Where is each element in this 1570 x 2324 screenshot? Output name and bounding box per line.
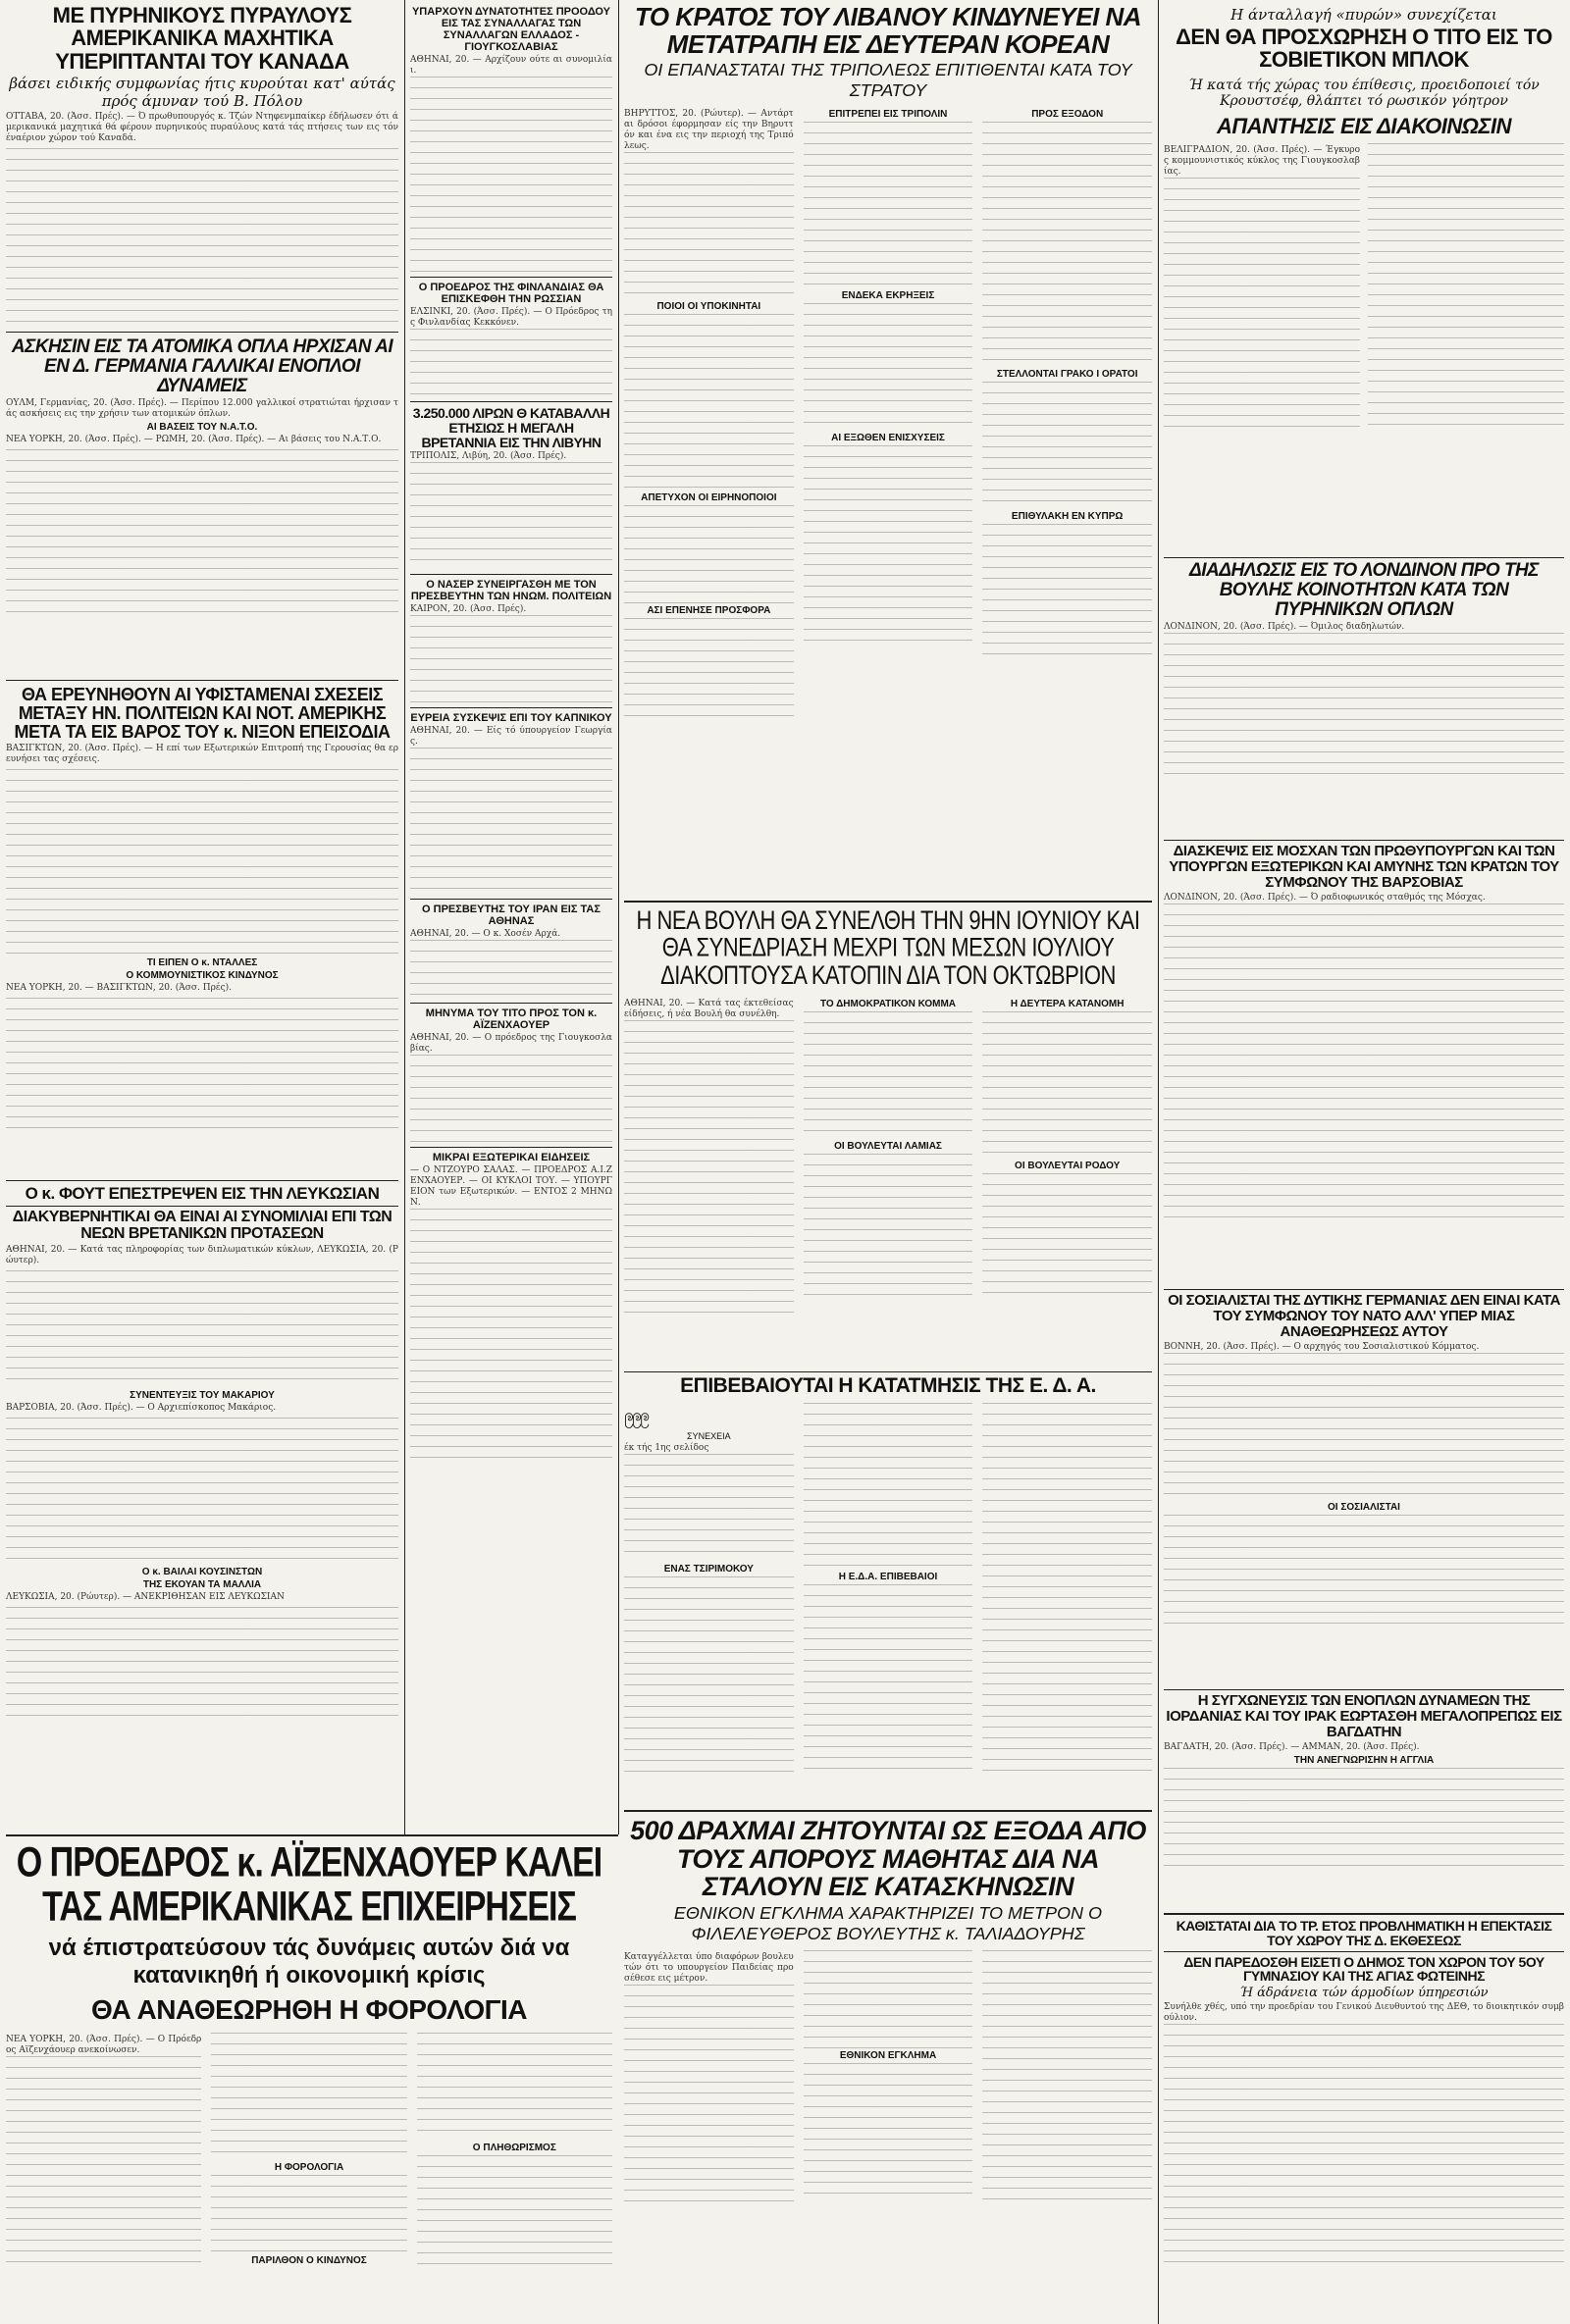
section-heading: ΕΠΙΤΡΕΠΕΙ ΕΙΣ ΤΡΙΠΟΛΙΝ xyxy=(828,109,948,121)
text-filler xyxy=(804,445,973,642)
section-heading: Ο κ. ΒΑΙΛΑΙ ΚΟΥΣΙΝΣΤΩΝ xyxy=(141,1566,263,1577)
article-body: ΕΛΣΙΝΚΙ, 20. (Άσσ. Πρές). — Ο Πρόεδρος της Φινλανδίας Κεκκόνεν. xyxy=(410,307,612,328)
section-heading: ΟΙ ΒΟΥΛΕΥΤΑΙ ΡΟΔΟΥ xyxy=(1015,1160,1121,1171)
section-heading: ΤΟ ΔΗΜΟΚΡΑΤΙΚΟΝ ΚΟΜΜΑ xyxy=(819,998,957,1009)
headline: ΤΟ ΚΡΑΤΟΣ ΤΟΥ ΛΙΒΑΝΟΥ ΚΙΝΔΥΝΕΥΕΙ ΝΑ ΜΕΤΑΤΡΑΠΗ ΕΙΣ ΔΕΥΤΕΡΑΝ ΚΟΡΕΑΝ xyxy=(634,4,1142,59)
headline: 3.250.000 ΛΙΡΩΝ Θ ΚΑΤΑΒΑΛΛΗ ΕΤΗΣΙΩΣ Η ΜΕΓΑΛΗ ΒΡΕΤΑΝΝΙΑ ΕΙΣ ΤΗΝ ΛΙΒΥΗΝ xyxy=(412,405,610,450)
section-heading: ΣΥΝΕΝΤΕΥΞΙΣ ΤΟΥ ΜΑΚΑΡΙΟΥ xyxy=(130,1389,275,1401)
section-heading: ΠΟΙΟΙ ΟΙ ΥΠΟΚΙΝΗΤΑΙ xyxy=(656,301,761,313)
headline: Ο κ. ΦΟΥΤ ΕΠΕΣΤΡΕΨΕΝ ΕΙΣ ΤΗΝ ΛΕΥΚΩΣΙΑΝ xyxy=(25,1185,380,1203)
divider xyxy=(6,332,398,333)
text-filler xyxy=(410,615,612,703)
section-heading: Η ΦΟΡΟΛΟΓΙΑ xyxy=(274,2161,344,2173)
article-us-latin-america xyxy=(6,686,398,1176)
divider xyxy=(6,1834,618,1836)
article-nuclear-canada xyxy=(6,4,398,328)
section-heading: ΑΣΙ ΕΠΕΝΗΣΕ ΠΡΟΣΦΟΡΑ xyxy=(647,605,771,617)
text-filler xyxy=(410,940,612,999)
headline: Η ΣΥΓΧΩΝΕΥΣΙΣ ΤΩΝ ΕΝΟΠΛΩΝ ΔΥΝΑΜΕΩΝ ΤΗΣ ΙΟΡΔΑΝΙΑΣ ΚΑΙ ΤΟΥ ΙΡΑΚ ΕΩΡΤΑΣΘΗ ΜΕΓΑΛΟΠΡΕΠΩΣ ΕΙΣ ΒΑΓΔΑΤΗΝ xyxy=(1166,1693,1562,1740)
article-body: ΒΕΛΙΓΡΑΔΙΟΝ, 20. (Άσσ. Πρές). — Έγκυρος κομμουνιστικός κύκλος της Γιουγκοσλαβίας. xyxy=(1164,144,1360,177)
article-body: ΑΘΗΝΑΙ, 20. — Κατά τας έκτεθείσας είδήσεις, ή νέα Βουλή θα συνέλθη. xyxy=(624,998,794,1019)
text-filler xyxy=(6,449,398,616)
divider xyxy=(1164,557,1564,558)
divider xyxy=(1164,1913,1564,1915)
subheadline: βάσει ειδικής συμφωνίας ήτις κυρούται κατ' αύτάς πρός άμυναν τού Β. Πόλου xyxy=(9,74,395,110)
text-filler xyxy=(6,1418,398,1565)
article-body: ΑΘΗΝΑΙ, 20. — Κατά τας πληροφορίας των διπλωματικών κύκλων, ΛΕΥΚΩΣΙΑ, 20. (Ρώυτερ). xyxy=(6,1244,398,1265)
divider xyxy=(624,1371,1152,1372)
text-filler xyxy=(624,152,794,299)
article-body: ΒΗΡΥΤΤΟΣ, 20. (Ρώυτερ). — Αντάρται δρόσοι έφορμησαν είς την Βηρυττόν και ένα εις την περιοχή της Τριπόλεως. xyxy=(624,109,794,152)
text-filler xyxy=(804,1011,973,1139)
subheadline: νά έπιστρατεύσουν τάς δυνάμεις αυτών διά να κατανικηθή ή οικονομική κρίσις xyxy=(48,1935,570,1989)
wave-ornament-icon: ဨဨဨ xyxy=(624,1405,649,1426)
article-eisenhower xyxy=(6,1840,612,2319)
article-body: ΒΟΝΝΗ, 20. (Άσσ. Πρές). — Ο αρχηγός του Σοσιαλιστικού Κόμματος. xyxy=(1164,1341,1480,1352)
article-body: ΒΑΓΔΑΤΗ, 20. (Άσσ. Πρές). — ΑΜΜΑΝ, 20. (Άσσ. Πρές). xyxy=(1164,1741,1420,1752)
continued-label: ΣΥΝΕΧΕΙΑ xyxy=(687,1431,731,1442)
text-filler xyxy=(804,122,973,288)
article-body: ΛΟΝΔΙΝΟΝ, 20. (Άσσ. Πρές). — Όμιλος διαδηλωτών. xyxy=(1164,622,1405,633)
divider xyxy=(410,707,612,708)
divider xyxy=(1164,840,1564,841)
text-filler xyxy=(804,2063,973,2200)
headline: 500 ΔΡΑΧΜΑΙ ΖΗΤΟΥΝΤΑΙ ΩΣ ΕΞΟΔΑ ΑΠΟ ΤΟΥΣ ΑΠΟΡΟΥΣ ΜΑΘΗΤΑΣ ΔΙΑ ΝΑ ΣΤΑΛΟΥΝ ΕΙΣ ΚΑΤΑΣΚΗΝΩΣΙΝ xyxy=(630,1817,1146,1902)
text-filler xyxy=(624,618,794,716)
text-filler xyxy=(410,329,612,397)
section-heading: ΤΗΝ ΑΝΕΓΝΩΡΙΣΗΝ Η ΑΓΓΛΙΑ xyxy=(1293,1754,1435,1766)
text-filler xyxy=(624,1576,794,1773)
text-filler xyxy=(1164,1768,1564,1866)
text-filler xyxy=(982,122,1152,367)
article-new-parliament xyxy=(624,906,1152,1368)
headline: Η ΝΕΑ ΒΟΥΛΗ ΘΑ ΣΥΝΕΛΘΗ ΤΗΝ 9ΗΝ ΙΟΥΝΙΟΥ ΚΑΙ ΘΑ ΣΥΝΕΔΡΙΑΣΗ ΜΕΧΡΙ ΤΩΝ ΜΕΣΩΝ ΙΟΥΛΙΟΥ ΔΙΑΚΟΠΤΟΥΣΑ ΚΑΤΟΠΙΝ ΔΙΑ ΤΟΝ ΟΚΤΩΒΡΙΟΝ xyxy=(636,906,1140,990)
article-tito xyxy=(1164,4,1564,553)
text-filler xyxy=(982,1173,1152,1301)
section-heading: ΕΘΝΙΚΟΝ ΕΓΚΛΗΜΑ xyxy=(839,2049,937,2061)
headline: ΘΑ ΑΝΑΘΕΩΡΗΘΗ Η ΦΟΡΟΛΟΓΙΑ xyxy=(91,1994,527,2026)
text-filler xyxy=(624,1020,794,1315)
text-filler xyxy=(1164,904,1564,1227)
divider xyxy=(410,574,612,575)
section-heading: ΑΠΕΤΥΧΟΝ ΟΙ ΕΙΡΗΝΟΠΟΙΟΙ xyxy=(641,492,777,504)
headline: Ο ΝΑΣΕΡ ΣΥΝΕΙΡΓΑΣΘΗ ΜΕ ΤΟΝ ΠΡΕΣΒΕΥΤΗΝ ΤΩΝ ΗΝΩΜ. ΠΟΛΙΤΕΙΩΝ xyxy=(410,579,612,603)
text-filler xyxy=(410,748,612,895)
text-filler xyxy=(624,1454,794,1562)
section-heading: ΑΙ ΕΞΩΘΕΝ ΕΝΙΣΧΥΣΕΙΣ xyxy=(831,433,945,444)
article-body: ΚΑΙΡΟΝ, 20. (Άσσ. Πρές). xyxy=(410,604,527,615)
text-filler xyxy=(624,505,794,603)
text-filler xyxy=(410,1209,612,1464)
headline: ΕΥΡΕΙΑ ΣΥΣΚΕΨΙΣ ΕΠΙ ΤΟΥ ΚΑΠΝΙΚΟΥ xyxy=(410,712,612,725)
column-rule xyxy=(618,0,619,1834)
text-filler xyxy=(6,148,398,328)
divider xyxy=(1164,1689,1564,1690)
article-body: ΑΘΗΝΑΙ, 20. — Ο κ. Χοσέν Αρχά. xyxy=(410,929,561,940)
headline: Ο ΠΡΟΕΔΡΟΣ κ. ΑΪΖΕΝΧΑΟΥΕΡ ΚΑΛΕΙ ΤΑΣ ΑΜΕΡΙΚΑΝΙΚΑΣ ΕΠΙΧΕΙΡΗΣΕΙΣ xyxy=(16,1840,602,1931)
section-heading: ΣΤΕΛΛΟΝΤΑΙ ΓΡΑΚΟ Ι ΟΡΑΤΟΙ xyxy=(996,369,1138,381)
section-heading: Η Ε.Δ.Α. ΕΠΙΒΕΒΑΙΟΙ xyxy=(838,1572,938,1583)
text-filler xyxy=(804,1584,973,1771)
text-filler xyxy=(982,1011,1152,1159)
text-filler xyxy=(211,2175,406,2253)
headline: ΔΙΑΣΚΕΨΙΣ ΕΙΣ ΜΟΣΧΑΝ ΤΩΝ ΠΡΩΘΥΠΟΥΡΓΩΝ ΚΑΙ ΤΩΝ ΥΠΟΥΡΓΩΝ ΕΞΩΤΕΡΙΚΩΝ ΚΑΙ ΑΜΥΝΗΣ ΤΩΝ ΚΡΑΤΩΝ ΤΟΥ ΣΥΜΦΩΝΟΥ ΤΗΣ ΒΑΡΣΟΒΙΑΣ xyxy=(1169,844,1559,891)
article-body: ΛΟΝΔΙΝΟΝ, 20. (Άσσ. Πρές). — Ό ραδιοφωνικός σταθμός της Μόσχας. xyxy=(1164,892,1486,903)
text-filler xyxy=(804,1950,973,2048)
headline: Ο ΠΡΟΕΔΡΟΣ ΤΗΣ ΦΙΝΛΑΝΔΙΑΣ ΘΑ ΕΠΙΣΚΕΦΘΗ ΤΗΝ ΡΩΣΣΙΑΝ xyxy=(418,282,604,305)
text-filler xyxy=(417,2155,612,2273)
headline: ΕΠΙΒΕΒΑΙΟΥΤΑΙ Η ΚΑΤΑΤΜΗΣΙΣ ΤΗΣ Ε. Δ. Α. xyxy=(680,1375,1096,1397)
text-filler xyxy=(417,2033,612,2141)
section-heading: ΤΗΣ ΕΚΟΥΑΝ ΤΑ ΜΑΛΛΙΑ xyxy=(142,1578,262,1590)
divider xyxy=(410,1003,612,1004)
column-rule xyxy=(1158,0,1159,2324)
article-body: ΝΕΑ ΥΟΡΚΗ, 20. (Άσσ. Πρές). — ΡΩΜΗ, 20. (Άσσ. Πρές). — Αι βάσεις του Ν.Α.Τ.Ο. xyxy=(6,435,382,445)
section-heading: ΕΠΙΘΥΛΑΚΗ ΕΝ ΚΥΠΡΩ xyxy=(1011,511,1124,523)
column-rule xyxy=(404,0,405,1834)
article-foot-cyprus xyxy=(6,1185,398,1793)
section-heading: ΟΙ ΒΟΥΛΕΥΤΑΙ ΛΑΜΙΑΣ xyxy=(834,1140,942,1152)
headline: ΚΑΘΙΣΤΑΤΑΙ ΔΙΑ ΤΟ ΤΡ. ΕΤΟΣ ΠΡΟΒΛΗΜΑΤΙΚΗ Η ΕΠΕΚΤΑΣΙΣ ΤΟΥ ΧΩΡΟΥ ΤΗΣ Δ. ΕΚΘΕΣΕΩΣ xyxy=(1176,1919,1552,1948)
article-warsaw-pact xyxy=(1164,844,1564,1285)
text-filler xyxy=(804,303,973,431)
article-lebanon xyxy=(624,4,1152,897)
headline: Ο ΠΡΕΣΒΕΥΤΗΣ ΤΟΥ ΙΡΑΝ ΕΙΣ ΤΑΣ ΑΘΗΝΑΣ xyxy=(422,904,601,928)
article-body: ΟΤΤΑΒΑ, 20. (Άσσ. Πρές). — Ό πρωθυπουργός κ. Τζών Ντηφενμπαίκερ έδήλωσεν ότι άμερικανικά μαχητικά θά φέρουν πυρηνικούς πυραύλους κατά τάς πτήσεις των εις τόν έναέριον χώρον τού Καναδά. xyxy=(6,111,398,143)
headline: ΥΠΑΡΧΟΥΝ ΔΥΝΑΤΟΤΗΤΕΣ ΠΡΟΟΔΟΥ ΕΙΣ ΤΑΣ ΣΥΝΑΛΛΑΓΑΣ ΤΩΝ ΣΥΝΑΛΛΑΓΩΝ ΕΛΛΑΔΟΣ - ΓΙΟΥΓΚΟΣΛΑΒΙΑΣ xyxy=(411,6,611,53)
headline: ΜΙΚΡΑΙ ΕΞΩΤΕΡΙΚΑΙ ΕΙΔΗΣΕΙΣ xyxy=(432,1152,591,1164)
text-filler xyxy=(410,1055,612,1143)
text-filler xyxy=(982,382,1152,509)
article-body: ΑΘΗΝΑΙ, 20. — Αρχίζουν ούτε αι συνομιλίαι. xyxy=(410,55,612,76)
kicker: Η άνταλλαγή «πυρών» συνεχίζεται xyxy=(1230,6,1497,24)
text-filler xyxy=(624,1985,794,2210)
subheadline: Ή άδράνεια τών άρμοδίων ύπηρεσιών xyxy=(1239,1986,1489,2001)
text-filler xyxy=(1164,178,1360,433)
text-filler xyxy=(410,462,612,570)
article-body: ΑΘΗΝΑΙ, 20. — Είς τό ύπουργείον Γεωργίας. xyxy=(410,726,612,748)
article-body: ΒΑΣΙΓΚΤΩΝ, 20. (Άσσ. Πρές). — Η επί των Εξωτερικών Επιτροπή της Γερουσίας θα ερευνήσει τας σχέσεις. xyxy=(6,744,398,765)
section-heading: ΕΝΑΣ ΤΣΙΡΙΜΟΚΟΥ xyxy=(663,1564,754,1575)
section-heading: ΤΙ ΕΙΠΕΝ Ο κ. ΝΤΑΛΛΕΣ xyxy=(146,957,258,969)
section-heading: ΕΝΔΕΚΑ ΕΚΡΗΞΕΙΣ xyxy=(841,290,935,302)
text-filler xyxy=(804,1403,973,1570)
headline: ΔΕΝ ΘΑ ΠΡΟΣΧΩΡΗΣΗ Ο ΤΙΤΟ ΕΙΣ ΤΟ ΣΟΒΙΕΤΙΚΟΝ ΜΠΛΟΚ xyxy=(1176,25,1552,73)
article-body: έκ τής 1ης σελίδος xyxy=(624,1443,709,1454)
text-filler xyxy=(6,998,398,1135)
article-jordan-iraq xyxy=(1164,1693,1564,1909)
text-filler xyxy=(6,1607,398,1725)
text-filler xyxy=(1368,143,1564,428)
divider xyxy=(1164,1951,1564,1952)
divider xyxy=(410,1147,612,1148)
divider xyxy=(624,1810,1152,1812)
article-body: ΝΕΑ ΥΟΡΚΗ, 20. — ΒΑΣΙΓΚΤΩΝ, 20. (Άσσ. Πρές). xyxy=(6,983,232,994)
section-heading: ΑΙ ΒΑΣΕΙΣ ΤΟΥ Ν.Α.Τ.Ο. xyxy=(146,422,258,434)
headline: ΟΙ ΣΟΣΙΑΛΙΣΤΑΙ ΤΗΣ ΔΥΤΙΚΗΣ ΓΕΡΜΑΝΙΑΣ ΔΕΝ ΕΙΝΑΙ ΚΑΤΑ ΤΟΥ ΣΥΜΦΩΝΟΥ ΤΟΥ ΝΑΤΟ ΑΛΛ' ΥΠΕΡ ΜΙΑΣ ΑΝΑΘΕΩΡΗΣΕΩΣ ΑΥΤΟΥ xyxy=(1168,1293,1560,1340)
article-body: ΑΘΗΝΑΙ, 20. — Ο πρόεδρος της Γιουγκοσλαβίας. xyxy=(410,1033,612,1055)
divider xyxy=(6,1206,398,1207)
section-heading: ΟΙ ΣΟΣΙΑΛΙΣΤΑΙ xyxy=(1328,1501,1400,1513)
text-filler xyxy=(6,1270,398,1388)
divider xyxy=(410,899,612,900)
headline: ΔΙΑΚΥΒΕΡΝΗΤΙΚΑΙ ΘΑ ΕΙΝΑΙ ΑΙ ΣΥΝΟΜΙΛΙΑΙ ΕΠΙ ΤΩΝ ΝΕΩΝ ΒΡΕΤΑΝΙΚΩΝ ΠΡΟΤΑΣΕΩΝ xyxy=(12,1209,392,1242)
headline: ΔΙΑΔΗΛΩΣΙΣ ΕΙΣ ΤΟ ΛΟΝΔΙΝΟΝ ΠΡΟ ΤΗΣ ΒΟΥΛΗΣ ΚΟΙΝΟΤΗΤΩΝ ΚΑΤΑ ΤΩΝ ΠΥΡΗΝΙΚΩΝ ΟΠΛΩΝ xyxy=(1188,561,1539,621)
article-body: ΛΕΥΚΩΣΙΑ, 20. (Ρώυτερ). — ΑΝΕΚΡΙΘΗΣΑΝ ΕΙΣ ΛΕΥΚΩΣΙΑΝ xyxy=(6,1591,285,1602)
article-eda xyxy=(624,1375,1152,1807)
article-thessaloniki-fair xyxy=(1164,1919,1564,2319)
text-filler xyxy=(1164,1515,1564,1632)
article-500-drachmas xyxy=(624,1817,1152,2319)
article-body: ΒΑΡΣΟΒΙΑ, 20. (Άσσ. Πρές). — Ο Αρχιεπίσκοπος Μακάριος. xyxy=(6,1402,277,1413)
article-body: Συνήλθε χθές, υπό την προεδρίαν του Γενικού Διευθυντού της ΔΕΘ, το διοικητικόν συμβούλιον. xyxy=(1164,2002,1564,2024)
headline: ΑΠΑΝΤΗΣΙΣ ΕΙΣ ΔΙΑΚΟΙΝΩΣΙΝ xyxy=(1217,113,1511,138)
text-filler xyxy=(982,1403,1152,1776)
headline: ΜΗΝΥΜΑ ΤΟΥ ΤΙΤΟ ΠΡΟΣ ΤΟΝ κ. ΑΪΖΕΝΧΑΟΥΕΡ xyxy=(425,1007,598,1032)
article-german-socialists xyxy=(1164,1293,1564,1685)
text-filler xyxy=(982,524,1152,661)
section-heading: Ο ΠΛΗΘΩΡΙΣΜΟΣ xyxy=(472,2142,556,2153)
section-heading: ΠΡΟΣ ΕΞΟΔΟΝ xyxy=(1031,109,1104,121)
divider xyxy=(410,401,612,402)
divider xyxy=(6,1180,398,1181)
article-london-demo xyxy=(1164,561,1564,836)
section-heading: Ο ΚΟΜΜΟΥΝΙΣΤΙΚΟΣ ΚΙΝΔΥΝΟΣ xyxy=(126,970,279,982)
headline: ΔΕΝ ΠΑΡΕΔΟΣΘΗ ΕΙΣΕΤΙ Ο ΔΗΜΟΣ ΤΟΝ ΧΩΡΟΝ ΤΟΥ 5ΟΥ ΓΥΜΝΑΣΙΟΥ ΚΑΙ ΤΗΣ ΑΓΙΑΣ ΦΩΤΕΙΝΗΣ xyxy=(1183,1953,1544,1985)
divider xyxy=(6,680,398,681)
article-body: Καταγγέλλεται ύπο διαφόρων βουλευτών ότι το υπουργείον Παιδείας προσέθεσε εις μέτρον. xyxy=(624,1951,794,1984)
section-heading: ΠΑΡΙΛΘΟΝ Ο ΚΙΝΔΥΝΟΣ xyxy=(251,2254,367,2266)
article-body: ΤΡΙΠΟΛΙΣ, Λιβύη, 20. (Άσσ. Πρές). xyxy=(410,451,567,462)
text-filler xyxy=(211,2033,406,2160)
column-2-briefs xyxy=(410,4,612,1829)
article-body: — Ο ΝΤΖΟΥΡΟ ΣΑΛΑΣ. — ΠΡΟΕΔΡΟΣ Α.Ι.ΖΕΝΧΑΟΥΕΡ. — ΟΙ ΚΥΚΛΟΙ ΤΟΥ. — ΥΠΟΥΡΓΕΙΟΝ των Εξωτερικών. — ΕΝΤΟΣ 2 ΜΗΝΩΝ. xyxy=(410,1165,612,1209)
text-filler xyxy=(982,1950,1152,2205)
subheadline: Ή κατά τής χώρας του έπίθεσις, προειδοποιεί τόν Κρουστσέφ, θλάπτει τό ρωσικόν γόητρον xyxy=(1188,77,1540,109)
text-filler xyxy=(1164,633,1564,780)
text-filler xyxy=(6,769,398,955)
headline: ΘΑ ΕΡΕΥΝΗΘΟΥΝ ΑΙ ΥΦΙΣΤΑΜΕΝΑΙ ΣΧΕΣΕΙΣ ΜΕΤΑΞΥ ΗΝ. ΠΟΛΙΤΕΙΩΝ ΚΑΙ ΝΟΤ. ΑΜΕΡΙΚΗΣ ΜΕΤΑ ΤΑ ΕΙΣ ΒΑΡΟΣ ΤΟΥ κ. ΝΙΞΟΝ ΕΠΕΙΣΟΔΙΑ xyxy=(14,686,391,743)
text-filler xyxy=(6,2056,201,2272)
article-french-atomic xyxy=(6,337,398,676)
section-heading: Η ΔΕΥΤΕΡΑ ΚΑΤΑΝΟΜΗ xyxy=(1010,998,1125,1009)
text-filler xyxy=(804,1154,973,1301)
divider xyxy=(624,901,1152,903)
text-filler xyxy=(1164,1353,1564,1500)
text-filler xyxy=(410,77,612,273)
text-filler xyxy=(1164,2024,1564,2269)
article-body: ΟΥΛΜ, Γερμανίας, 20. (Άσσ. Πρές). — Περίπου 12.000 γαλλικοί στρατιώται ήρχισαν τάς ασκήσεις εις την χρήσιν των ατομικών όπλων. xyxy=(6,398,398,420)
article-body: ΝΕΑ ΥΟΡΚΗ, 20. (Άσσ. Πρές). — Ο Πρόεδρος Αϊζενχάουερ ανεκοίνωσεν. xyxy=(6,2034,202,2055)
headline: ΑΣΚΗΣΙΝ ΕΙΣ ΤΑ ΑΤΟΜΙΚΑ ΟΠΛΑ ΗΡΧΙΣΑΝ ΑΙ ΕΝ Δ. ΓΕΡΜΑΝΙΑ ΓΑΛΛΙΚΑΙ ΕΝΟΠΛΟΙ ΔΥΝΑΜΕΙΣ xyxy=(11,337,393,397)
headline: ΜΕ ΠΥΡΗΝΙΚΟΥΣ ΠΥΡΑΥΛΟΥΣ ΑΜΕΡΙΚΑΝΙΚΑ ΜΑΧΗΤΙΚΑ ΥΠΕΡΙΠΤΑΝΤΑΙ ΤΟΥ ΚΑΝΑΔΑ xyxy=(52,4,352,74)
subheadline: ΟΙ ΕΠΑΝΑΣΤΑΤΑΙ ΤΗΣ ΤΡΙΠΟΛΕΩΣ ΕΠΙΤΙΘΕΝΤΑΙ ΚΑΤΑ ΤΟΥ ΣΤΡΑΤΟΥ xyxy=(644,60,1132,101)
divider xyxy=(1164,1289,1564,1290)
text-filler xyxy=(624,314,794,491)
subheadline: ΕΘΝΙΚΟΝ ΕΓΚΛΗΜΑ ΧΑΡΑΚΤΗΡΙΖΕΙ ΤΟ ΜΕΤΡΟΝ Ο ΦΙΛΕΛΕΥΘΕΡΟΣ ΒΟΥΛΕΥΤΗΣ κ. ΤΑΛΙΑΔΟΥΡΗΣ xyxy=(673,1902,1103,1943)
divider xyxy=(410,277,612,278)
